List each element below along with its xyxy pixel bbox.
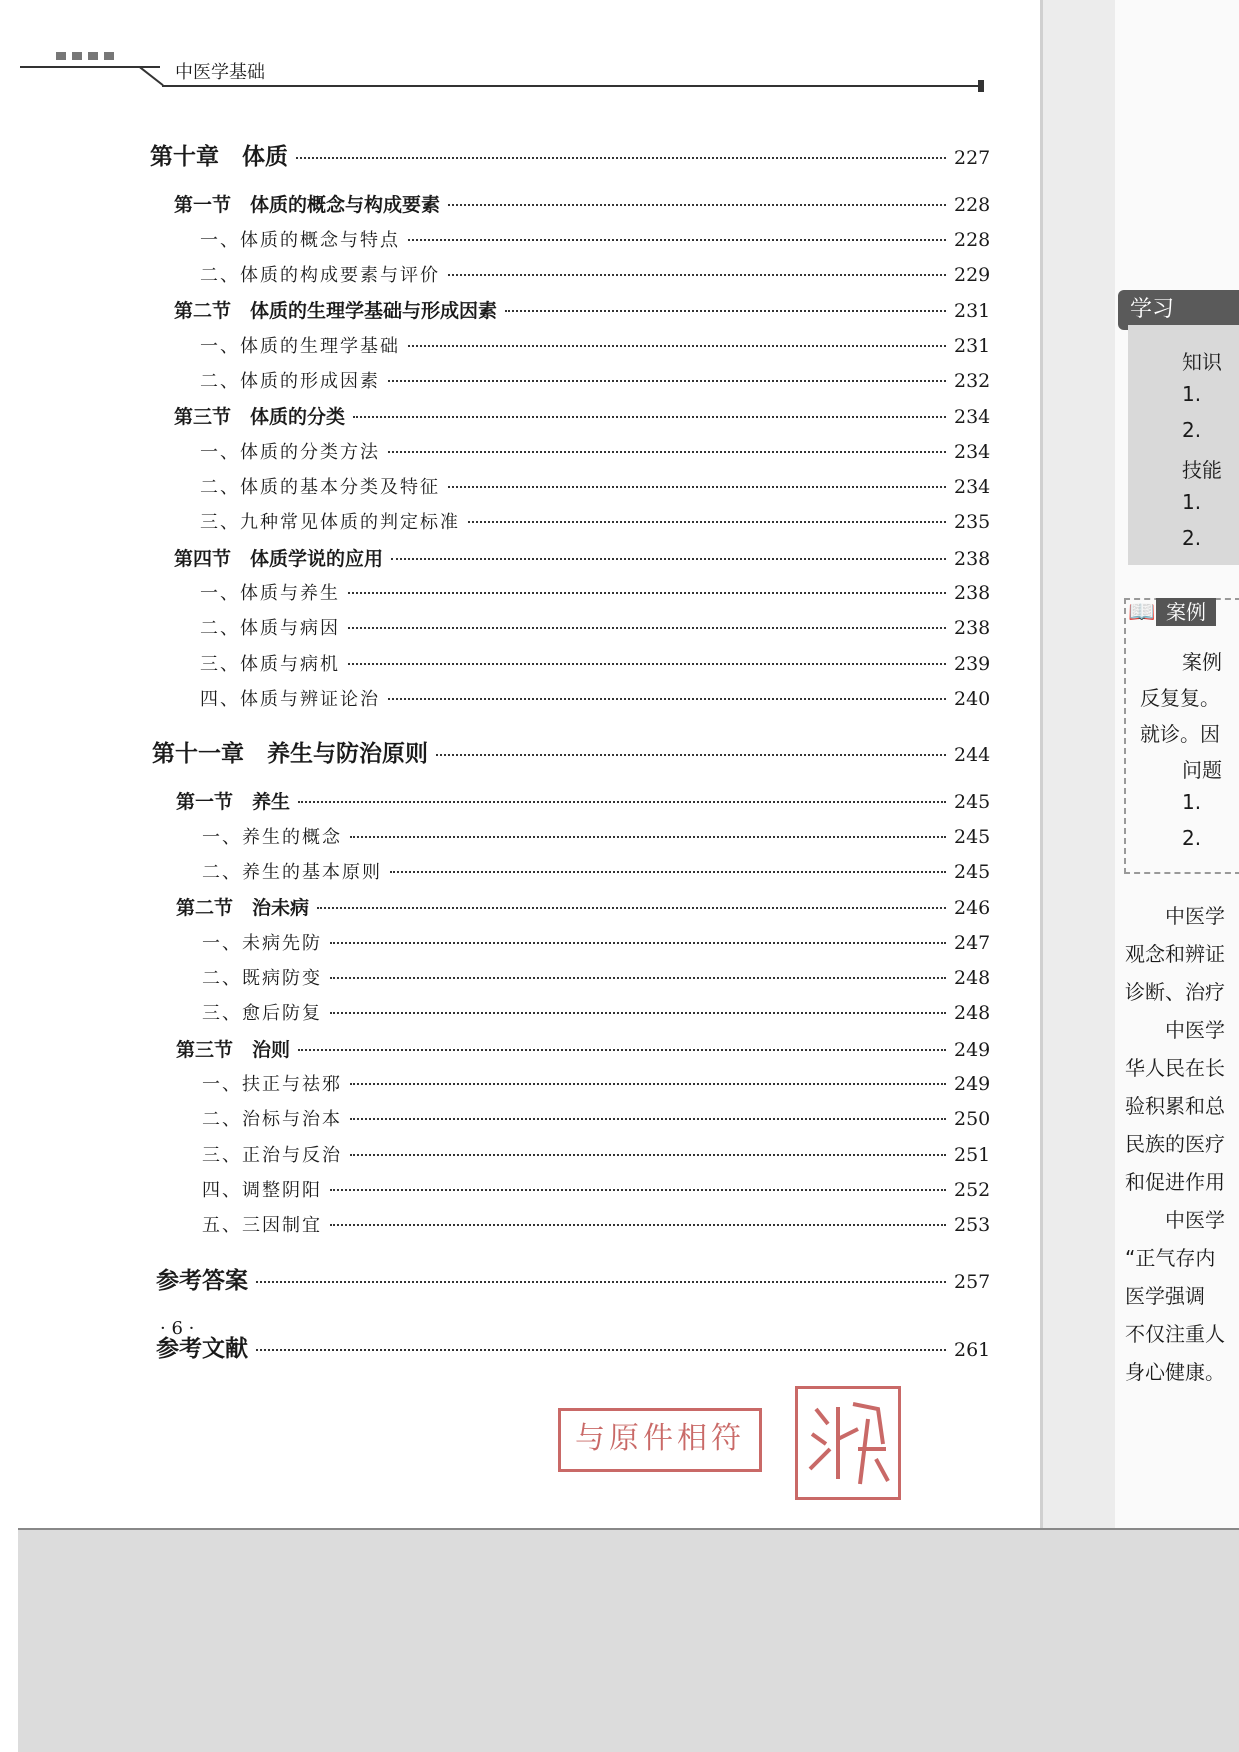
toc-subsection [200, 261, 990, 287]
page-number: · 6 · [160, 1318, 195, 1339]
right-page-line: 华人民在长 [1125, 1056, 1225, 1080]
toc-entry-title: 一、体质的生理学基础 [200, 336, 400, 357]
running-header-title: 中医学基础 [175, 62, 265, 83]
toc-leader-dots [298, 801, 946, 803]
right-page-line: 验积累和总 [1125, 1094, 1225, 1118]
scan-background [18, 1530, 1239, 1752]
toc-page-number: 231 [954, 335, 991, 357]
toc-leader-dots [350, 1083, 946, 1085]
toc-leader-dots [448, 204, 946, 206]
toc-page-number: 232 [954, 370, 991, 392]
toc-entry-title: 二、养生的基本原则 [202, 862, 382, 883]
toc-leader-dots [448, 486, 946, 488]
toc-leader-dots [348, 592, 946, 594]
toc-page-number: 227 [954, 147, 991, 169]
toc-entry-title: 第二节 体质的生理学基础与形成因素 [174, 300, 498, 322]
toc-entry-title: 二、体质的构成要素与评价 [200, 265, 440, 286]
toc-page-number: 253 [954, 1214, 991, 1236]
toc-entry-title: 二、体质的形成因素 [200, 371, 380, 392]
toc-page-number: 247 [954, 932, 991, 954]
toc-leader-dots [348, 663, 946, 665]
toc-subsection [202, 823, 990, 849]
toc-page-number: 238 [954, 582, 991, 604]
toc-page-number: 250 [954, 1108, 991, 1130]
toc-entry-title: 二、治标与治本 [202, 1109, 342, 1130]
right-page-line: 2. [1182, 526, 1202, 550]
toc-page-number: 251 [954, 1144, 991, 1166]
toc-page-number: 245 [954, 791, 991, 813]
toc-subsection [202, 858, 990, 884]
right-page-line: 中医学 [1165, 1208, 1225, 1232]
toc-page-number: 234 [954, 476, 991, 498]
toc-subsection [200, 226, 990, 252]
toc-page-number: 240 [954, 688, 991, 710]
toc-entry-title: 第二节 治未病 [176, 897, 310, 919]
toc-page-number: 248 [954, 967, 991, 989]
right-page-line: 1. [1182, 490, 1202, 514]
right-page-line: 就诊。因 [1140, 722, 1220, 746]
toc-entry-title: 第一节 体质的概念与构成要素 [174, 194, 441, 216]
toc-chapter [150, 138, 990, 171]
toc-leader-dots [388, 698, 946, 700]
right-page-line: 案例 [1182, 650, 1222, 674]
toc-page-number: 229 [954, 264, 991, 286]
toc-leader-dots [317, 907, 946, 909]
study-badge [1118, 290, 1239, 330]
toc-entry-title: 二、体质与病因 [200, 618, 340, 639]
toc-entry-title: 四、体质与辨证论治 [200, 689, 380, 710]
toc-subsection [200, 438, 990, 464]
toc-entry-title: 一、养生的概念 [202, 827, 342, 848]
toc-section [174, 190, 990, 217]
toc-page-number: 261 [954, 1339, 991, 1361]
toc-leader-dots [505, 310, 946, 312]
case-tag-label: 案例 [1156, 598, 1216, 626]
toc-leader-dots [436, 754, 946, 756]
toc-section [174, 296, 990, 323]
toc-page-number: 244 [954, 744, 991, 766]
toc-entry-title: 四、调整阴阳 [202, 1180, 322, 1201]
toc-chapter [156, 1330, 990, 1363]
toc-leader-dots [256, 1281, 946, 1283]
toc-entry-title: 一、扶正与祛邪 [202, 1074, 342, 1095]
toc-page-number: 228 [954, 229, 991, 251]
toc-leader-dots [348, 627, 946, 629]
toc-subsection [202, 964, 990, 990]
seal-glyph [798, 1389, 898, 1497]
toc-leader-dots [388, 380, 946, 382]
right-page-line: 身心健康。 [1125, 1360, 1225, 1384]
toc-leader-dots [256, 1349, 946, 1351]
toc-subsection [200, 579, 990, 605]
toc-subsection [202, 999, 990, 1025]
toc-section [176, 1035, 990, 1062]
toc-page-number: 238 [954, 617, 991, 639]
toc-subsection [200, 650, 990, 676]
toc-entry-title: 第十一章 养生与防治原则 [152, 740, 428, 767]
toc-entry-title: 一、体质与养生 [200, 583, 340, 604]
right-page-line: 问题 [1182, 758, 1222, 782]
seal-stamp [795, 1386, 901, 1500]
right-page-line: 1. [1182, 382, 1202, 406]
toc-chapter [156, 1262, 990, 1295]
toc-leader-dots [391, 558, 946, 560]
right-page-line: 观念和辨证 [1125, 942, 1225, 966]
toc-leader-dots [350, 1154, 946, 1156]
right-page-line: 中医学 [1165, 1018, 1225, 1042]
toc-leader-dots [408, 345, 946, 347]
right-page-line: 和促进作用 [1125, 1170, 1225, 1194]
toc-leader-dots [350, 1118, 946, 1120]
toc-leader-dots [388, 451, 946, 453]
case-tag [1128, 598, 1239, 628]
toc-subsection [202, 1070, 990, 1096]
toc-page-number: 238 [954, 548, 991, 570]
toc-page-number: 245 [954, 861, 991, 883]
toc-leader-dots [350, 836, 946, 838]
toc-entry-title: 一、体质的分类方法 [200, 442, 380, 463]
toc-subsection [200, 685, 990, 711]
toc-subsection [202, 1176, 990, 1202]
toc-subsection [200, 508, 990, 534]
toc-leader-dots [330, 942, 946, 944]
toc-subsection [202, 1141, 990, 1167]
toc-page-number: 228 [954, 194, 991, 216]
toc-leader-dots [468, 521, 946, 523]
right-page-line: 民族的医疗 [1125, 1132, 1225, 1156]
page-fold [1040, 0, 1043, 1530]
study-badge-label: 学习 [1130, 297, 1175, 322]
toc-page-number: 249 [954, 1073, 991, 1095]
right-page-line: 知识 [1182, 350, 1222, 374]
toc-page-number: 245 [954, 826, 991, 848]
toc-page-number: 246 [954, 897, 991, 919]
right-page-line: 中医学 [1165, 904, 1225, 928]
toc-entry-title: 一、未病先防 [202, 933, 322, 954]
toc-leader-dots [330, 1189, 946, 1191]
toc-entry-title: 第一节 养生 [176, 791, 291, 813]
toc-leader-dots [353, 416, 946, 418]
header-rule-slant [139, 66, 164, 86]
right-page-line: “正气存内 [1125, 1246, 1216, 1270]
toc-entry-title: 参考答案 [156, 1267, 248, 1294]
toc-entry-title: 三、正治与反治 [202, 1145, 342, 1166]
toc-entry-title: 三、体质与病机 [200, 654, 340, 675]
toc-entry-title: 二、既病防变 [202, 968, 322, 989]
toc-section [176, 787, 990, 814]
toc-leader-dots [330, 1224, 946, 1226]
toc-leader-dots [448, 274, 946, 276]
right-page-line: 医学强调 [1125, 1284, 1205, 1308]
toc-subsection [200, 473, 990, 499]
header-rule [162, 85, 982, 87]
toc-page-number: 252 [954, 1179, 991, 1201]
toc-entry-title: 三、九种常见体质的判定标准 [200, 512, 460, 533]
toc-page-number: 231 [954, 300, 991, 322]
toc-subsection [200, 614, 990, 640]
right-page-line: 2. [1182, 418, 1202, 442]
toc-page-number: 248 [954, 1002, 991, 1024]
toc-entry-title: 第十章 体质 [150, 143, 288, 170]
right-page-line: 反复复。 [1140, 686, 1220, 710]
toc-entry-title: 参考文献 [156, 1335, 248, 1362]
header-marks [56, 52, 114, 60]
toc-entry-title: 一、体质的概念与特点 [200, 230, 400, 251]
right-page-line: 2. [1182, 826, 1202, 850]
toc-entry-title: 三、愈后防复 [202, 1003, 322, 1024]
toc-subsection [202, 1211, 990, 1237]
book-icon: 📖 [1128, 600, 1156, 625]
toc-leader-dots [296, 157, 946, 159]
certification-stamp: 与原件相符 [558, 1408, 762, 1472]
toc-section [176, 893, 990, 920]
toc-leader-dots [390, 871, 946, 873]
toc-entry-title: 第三节 体质的分类 [174, 406, 346, 428]
toc-page-number: 239 [954, 653, 991, 675]
toc-subsection [202, 1105, 990, 1131]
toc-entry-title: 第四节 体质学说的应用 [174, 548, 384, 570]
toc-chapter [152, 735, 990, 768]
right-page-line: 不仅注重人 [1125, 1322, 1225, 1346]
right-page-line: 技能 [1182, 458, 1222, 482]
right-page-line: 1. [1182, 790, 1202, 814]
toc-page-number: 234 [954, 441, 991, 463]
right-page-line: 诊断、治疗 [1125, 980, 1225, 1004]
toc-entry-title: 二、体质的基本分类及特征 [200, 477, 440, 498]
header-rule-cap [978, 80, 984, 92]
toc-page-number: 235 [954, 511, 991, 533]
toc-subsection [200, 367, 990, 393]
toc-section [174, 544, 990, 571]
toc-leader-dots [330, 1012, 946, 1014]
toc-subsection [202, 929, 990, 955]
toc-entry-title: 五、三因制宜 [202, 1215, 322, 1236]
toc-entry-title: 第三节 治则 [176, 1039, 291, 1061]
toc-page-number: 249 [954, 1039, 991, 1061]
toc-section [174, 402, 990, 429]
toc-leader-dots [298, 1049, 946, 1051]
toc-page-number: 257 [954, 1271, 991, 1293]
toc-page-number: 234 [954, 406, 991, 428]
toc-leader-dots [408, 239, 946, 241]
toc-subsection [200, 332, 990, 358]
toc-leader-dots [330, 977, 946, 979]
